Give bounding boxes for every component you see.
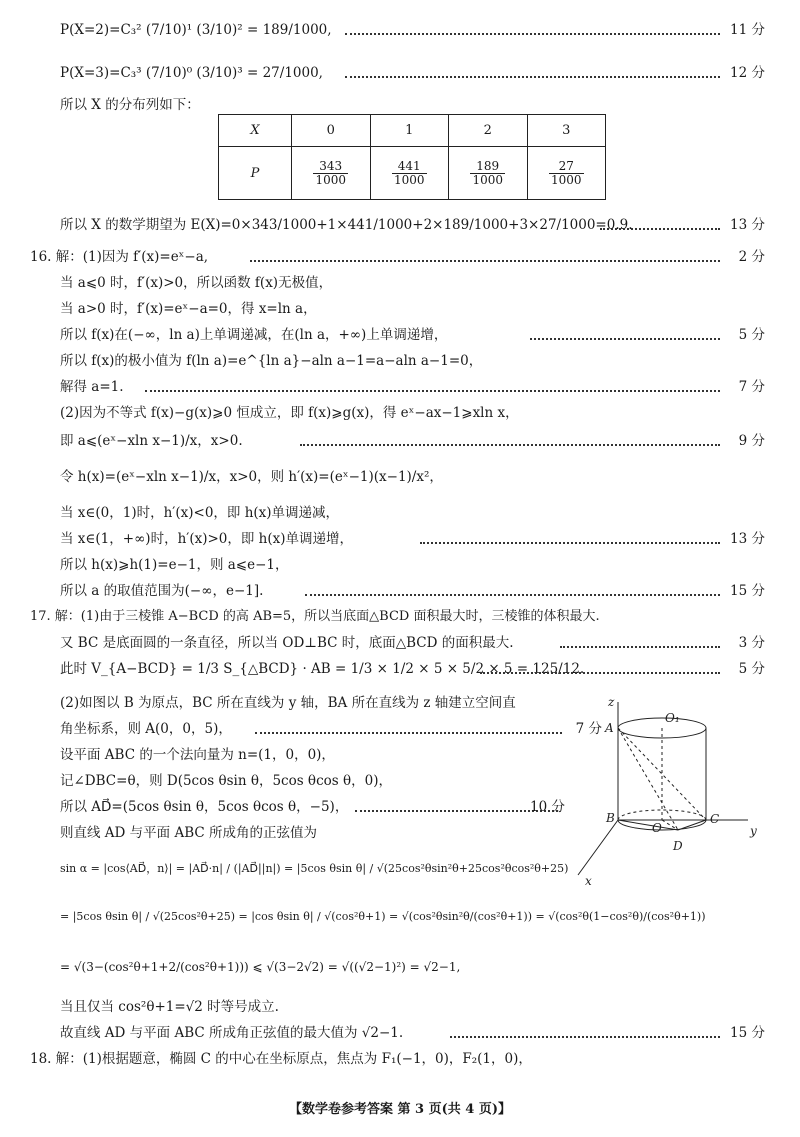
page-footer: 【数学卷参考答案 第 3 页(共 4 页)】 [288,1102,512,1117]
leader-dots [300,428,720,454]
score-5: 5 分 [738,327,765,343]
table-cell: 0 [292,115,371,147]
q17-line [0,630,800,656]
q16-line [0,244,800,270]
score-2: 2 分 [738,249,765,265]
q16-line [0,296,800,322]
q16-line [0,400,800,426]
leader-dots [345,17,720,43]
score-13b: 13 分 [730,531,765,547]
cylinder-figure [570,690,770,890]
q16-line [0,322,800,348]
q17-formula [0,904,800,930]
q17-text: 当且仅当 cos²θ+1=√2 时等号成立. [60,999,279,1015]
q17-text: = √(3−(cos²θ+1+2/(cos²θ+1))) ⩽ √(3−2√2) = √((√2−1)²) = √2−1, [60,960,461,974]
label-c: C [710,812,720,826]
label-y: y [750,824,757,838]
q16-line [0,428,800,454]
line-p-x3 [0,60,800,86]
q17-text: 所以 AD⃗=(5cos θsin θ，5cos θcos θ，−5)， [60,799,349,815]
x-axis [578,820,618,875]
q16-text: 所以 a 的取值范围为(−∞，e−1]. [60,583,264,599]
score-5b: 5 分 [738,661,765,677]
leader-dots [450,1020,720,1046]
q16-line [0,526,800,552]
q16-text: 所以 f(x)在(−∞，ln a)上单调递减，在(ln a，+∞)上单调递增， [60,327,448,343]
segment-bd [618,820,678,830]
leader-dots [145,374,720,400]
table-row [219,115,606,147]
prob-x2-text: P(X=2)=C₃² (7/10)¹ (3/10)² = 189/1000, [60,22,332,38]
q17-text: 设平面 ABC 的一个法向量为 n=(1，0，0)， [60,747,335,763]
score-11: 11 分 [730,22,765,38]
leader-dots [600,212,720,238]
leader-dots [305,578,720,604]
label-d: D [673,839,683,853]
q17-text: 角坐标系，则 A(0，0，5)， [60,721,232,737]
expectation-text: 所以 X 的数学期望为 E(X)=0×343/1000+1×441/1000+2×189/1000+3×27/1000=0.9. [60,217,633,233]
label-b: B [606,811,615,825]
q17-formula [0,954,800,980]
q16-text: 当 a⩽0 时，f′(x)>0，所以函数 f(x)无极值， [60,275,333,291]
table-cell: 1 [370,115,449,147]
q17-line [0,604,800,630]
score-10: 10 分 [530,799,565,815]
q17-text: 记∠DBC=θ，则 D(5cos θsin θ，5cos θcos θ，0)， [60,773,392,789]
table-cell: $\frac{27}{1000}$ [527,147,606,200]
table-cell: 3 [527,115,606,147]
q17-line [0,656,800,682]
q16-line [0,500,800,526]
line-expectation [0,212,800,238]
table-row [219,147,606,200]
q18-line [0,1046,800,1072]
q16-text: 所以 f(x)的极小值为 f(ln a)=e^{ln a}−aln a−1=a−aln a−1=0， [60,353,483,369]
q16-text: 当 a>0 时，f′(x)=eˣ−a=0，得 x=ln a， [60,301,317,317]
q16-line [0,374,800,400]
leader-dots [355,794,558,820]
q17-line [0,1020,800,1046]
segment-ad [618,728,678,830]
score-15b: 15 分 [730,1025,765,1041]
q16-text: 即 a⩽(eˣ−xln x−1)/x，x>0. [60,433,243,449]
segment-dc [678,820,706,830]
q17-text: 又 BC 是底面圆的一条直径，所以当 OD⊥BC 时，底面△BCD 的面积最大. [60,635,514,651]
table-header-x: X [219,115,292,147]
leader-dots [420,526,720,552]
q17-text: 则直线 AD 与平面 ABC 所成角的正弦值为 [60,825,317,841]
leader-dots [255,716,562,742]
score-13: 13 分 [730,217,765,233]
score-7: 7 分 [738,379,765,395]
dist-intro-text: 所以 X 的分布列如下： [60,97,200,113]
table-cell: $\frac{189}{1000}$ [449,147,528,200]
q17-text: 17. 解：(1)由于三棱锥 A−BCD 的高 AB=5，所以当底面△BCD 面积最大时，三棱锥的体积最大. [30,609,600,624]
label-z: z [608,695,615,709]
q16-line [0,348,800,374]
q16-text: 16. 解：(1)因为 f′(x)=eˣ−a, [30,249,209,265]
label-x: x [585,874,592,888]
label-a: A [605,721,614,735]
leader-dots [480,656,720,682]
q16-line [0,578,800,604]
q16-text: 当 x∈(1，+∞)时，h′(x)>0，即 h(x)单调递增， [60,531,354,547]
score-12: 12 分 [730,65,765,81]
score-3: 3 分 [738,635,765,651]
table-cell: $\frac{343}{1000}$ [292,147,371,200]
leader-dots [560,630,720,656]
score-7b: 7 分 [575,721,602,737]
prob-x3-text: P(X=3)=C₃³ (7/10)⁰ (3/10)³ = 27/1000, [60,65,323,81]
label-o: O [652,821,662,835]
q16-line [0,270,800,296]
q16-line [0,464,800,490]
q16-line [0,552,800,578]
q17-text: 故直线 AD 与平面 ABC 所成角正弦值的最大值为 √2−1. [60,1025,404,1041]
leader-dots [250,244,720,270]
q17-text: 此时 V_{A−BCD} = 1/3 S_{△BCD} · AB = 1/3 × 1/2 × 5 × 5/2 × 5 = 125/12. [60,661,585,677]
q16-text: 令 h(x)=(eˣ−xln x−1)/x，x>0，则 h′(x)=(eˣ−1)(x−1)/x²， [60,469,443,485]
score-9: 9 分 [738,433,765,449]
line-p-x2 [0,17,800,43]
q18-text: 18. 解：(1)根据题意，椭圆 C 的中心在坐标原点，焦点为 F₁(−1，0)，F₂(1，0)， [30,1051,532,1067]
q16-text: (2)因为不等式 f(x)−g(x)⩾0 恒成立，即 f(x)⩾g(x)，得 eˣ−ax−1⩾xln x， [60,405,519,421]
q16-text: 解得 a=1. [60,379,124,395]
table-cell: 2 [449,115,528,147]
leader-dots [530,322,720,348]
q17-text: = |5cos θsin θ| / √(25cos²θ+25) = |cos θsin θ| / √(cos²θ+1) = √(cos²θsin²θ/(cos²θ+1)) = √(cos²θ(1−cos²θ)/(cos²θ+1)) [60,910,706,923]
q17-text: (2)如图以 B 为原点，BC 所在直线为 y 轴，BA 所在直线为 z 轴建立空间直 [60,695,516,711]
q17-line [0,994,800,1020]
table-header-p: P [219,147,292,200]
leader-dots [345,60,720,86]
table-cell: $\frac{441}{1000}$ [370,147,449,200]
label-o1: O₁ [665,711,680,725]
q16-text: 所以 h(x)⩾h(1)=e−1，则 a⩽e−1， [60,557,289,573]
q16-text: 当 x∈(0，1)时，h′(x)<0，即 h(x)单调递减， [60,505,340,521]
score-15: 15 分 [730,583,765,599]
distribution-table [218,114,606,200]
q17-text: sin α = |cos⟨AD⃗，n⟩| = |AD⃗·n| / (|AD⃗||n|) = |5cos θsin θ| / √(25cos²θsin²θ+25cos²θcos²θ+25) [60,862,569,875]
